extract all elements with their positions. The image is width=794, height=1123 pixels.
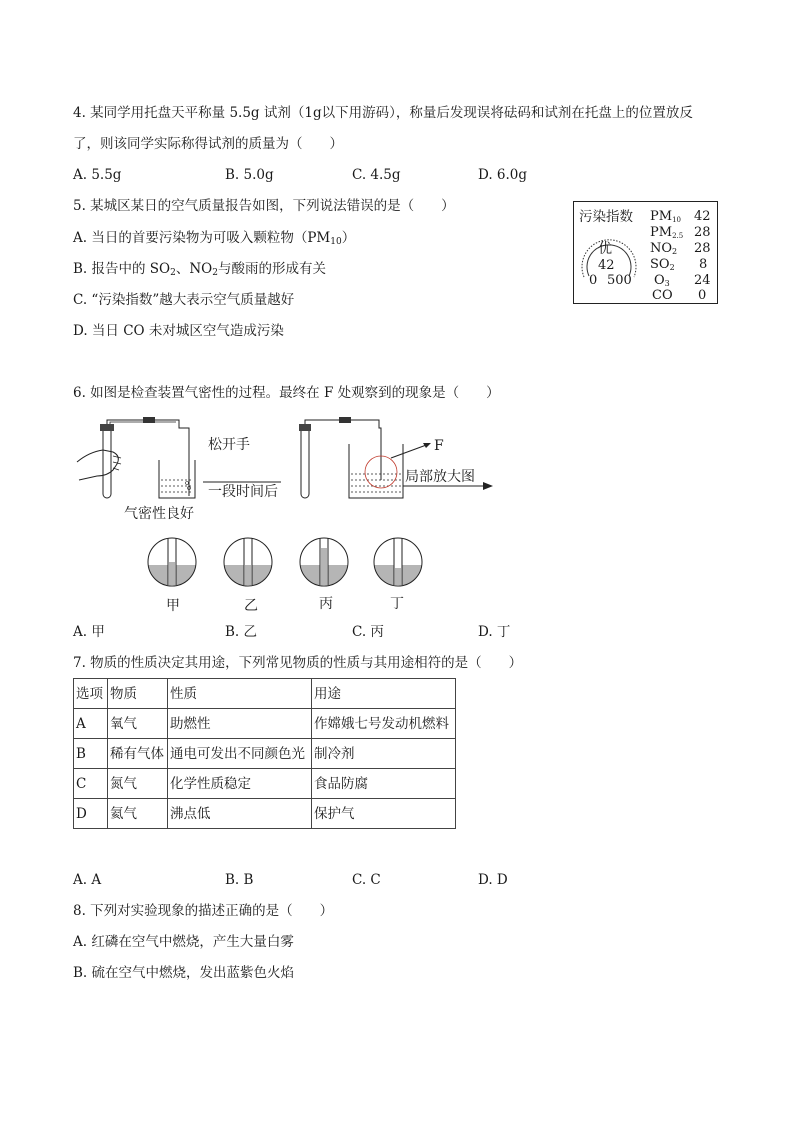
table-cell: C [74,769,108,799]
table-row [74,799,456,829]
q6-option-c: C. 丙 [352,624,384,640]
table-row [74,769,456,799]
table-header-cell: 选项 [74,679,108,709]
q6-option-b: B. 乙 [225,624,258,640]
table-cell: 氧气 [108,709,168,739]
q5-option-a: A. 当日的首要污染物为可吸入颗粒物$(PM_{10})$ [73,230,356,247]
report-item-no2: $NO_2$ [650,241,678,256]
report-value-co: 0 [698,288,707,303]
report-value-pm25: 28 [694,225,711,240]
q8-stem: 8. 下列对实验现象的描述正确的是（ ） [73,903,334,919]
q7-option-c: C. C [352,872,381,888]
table-cell: 稀有气体 [108,739,168,769]
table-cell: 保护气 [312,799,456,829]
table-header-row [74,679,456,709]
q4-option-c: C. 4.5g [352,167,401,183]
report-value-so2: 8 [699,257,708,272]
label-after-time: 一段时间后 [208,484,278,500]
q4-option-a: A. 5.5g [73,167,122,183]
report-value-pm10: 42 [694,209,711,224]
circle-label-ding: 丁 [390,596,404,612]
label-good-seal: 气密性良好 [124,506,194,522]
q7-option-d: D. D [478,872,508,888]
table-cell: 作嫦娥七号发动机燃料 [312,709,456,739]
report-index: 42 [598,258,615,273]
q7-property-table [73,678,456,829]
q6-stem: 6. 如图是检查装置气密性的过程。最终在 F 处观察到的现象是（ ） [73,385,500,401]
q7-option-b: B. B [225,872,254,888]
q4-option-d: D. 6.0g [478,167,528,183]
q4-option-b: B. 5.0g [225,167,274,183]
table-cell: 制冷剂 [312,739,456,769]
zoom-circle-yi [222,536,282,588]
report-title: 污染指数 [579,209,633,225]
q5-option-b: B. 报告中的 $SO_2$、$NO_2$与酸雨的形成有关 [73,261,326,278]
report-value-no2: 28 [694,241,711,256]
report-scale-max: 500 [607,273,632,288]
q6-option-d: D. 丁 [478,624,511,640]
circle-label-bing: 丙 [319,596,333,612]
zoom-circle-bing [298,536,358,588]
report-grade: 优 [598,241,612,257]
airtightness-apparatus-diagram [73,410,503,520]
table-row [74,739,456,769]
q5-option-d: D. 当日 CO 未对城区空气造成污染 [73,323,284,339]
zoom-circle-ding [372,536,432,588]
table-cell: 食品防腐 [312,769,456,799]
table-header-cell: 性质 [168,679,312,709]
q4-stem-line2: 了，则该同学实际称得试剂的质量为（ ） [73,136,343,152]
circle-label-jia: 甲 [166,598,180,614]
report-value-o3: 24 [694,273,711,288]
report-scale-min: 0 [589,273,598,288]
q7-stem: 7. 物质的性质决定其用途，下列常见物质的性质与其用途相符的是（ ） [73,655,523,671]
q5-option-c: C. “污染指数”越大表示空气质量越好 [73,292,295,308]
report-item-o3: $O_3$ [654,273,670,288]
table-header-cell: 用途 [312,679,456,709]
report-item-pm25: $PM_{2.5}$ [650,225,684,240]
table-cell: A [74,709,108,739]
table-cell: 氦气 [108,799,168,829]
report-item-so2: $SO_2$ [650,257,675,272]
air-quality-report [573,201,718,304]
table-cell: 氮气 [108,769,168,799]
label-point-f: F [434,438,444,454]
table-header-cell: 物质 [108,679,168,709]
label-zoom-view: 局部放大图 [405,469,475,485]
report-item-pm10: $PM_{10}$ [650,209,681,224]
table-cell: B [74,739,108,769]
table-cell: 化学性质稳定 [168,769,312,799]
q6-option-a: A. 甲 [73,624,105,640]
q5-stem: 5. 某城区某日的空气质量报告如图，下列说法错误的是（ ） [73,198,455,214]
table-cell: D [74,799,108,829]
label-release-hand: 松开手 [208,437,250,453]
table-cell: 助燃性 [168,709,312,739]
circle-label-yi: 乙 [244,598,258,614]
zoom-circle-jia [146,536,206,588]
table-row [74,709,456,739]
report-item-co: CO [652,288,673,303]
table-cell: 通电可发出不同颜色光 [168,739,312,769]
q8-option-a: A. 红磷在空气中燃烧，产生大量白雾 [73,934,294,950]
q7-option-a: A. A [73,872,102,888]
q4-stem-line1: 4. 某同学用托盘天平称量 5.5g 试剂（1g以下用游码），称量后发现误将砝码和试剂在托盘上的位置放反 [73,105,693,121]
q8-option-b: B. 硫在空气中燃烧，发出蓝紫色火焰 [73,965,295,981]
table-cell: 沸点低 [168,799,312,829]
